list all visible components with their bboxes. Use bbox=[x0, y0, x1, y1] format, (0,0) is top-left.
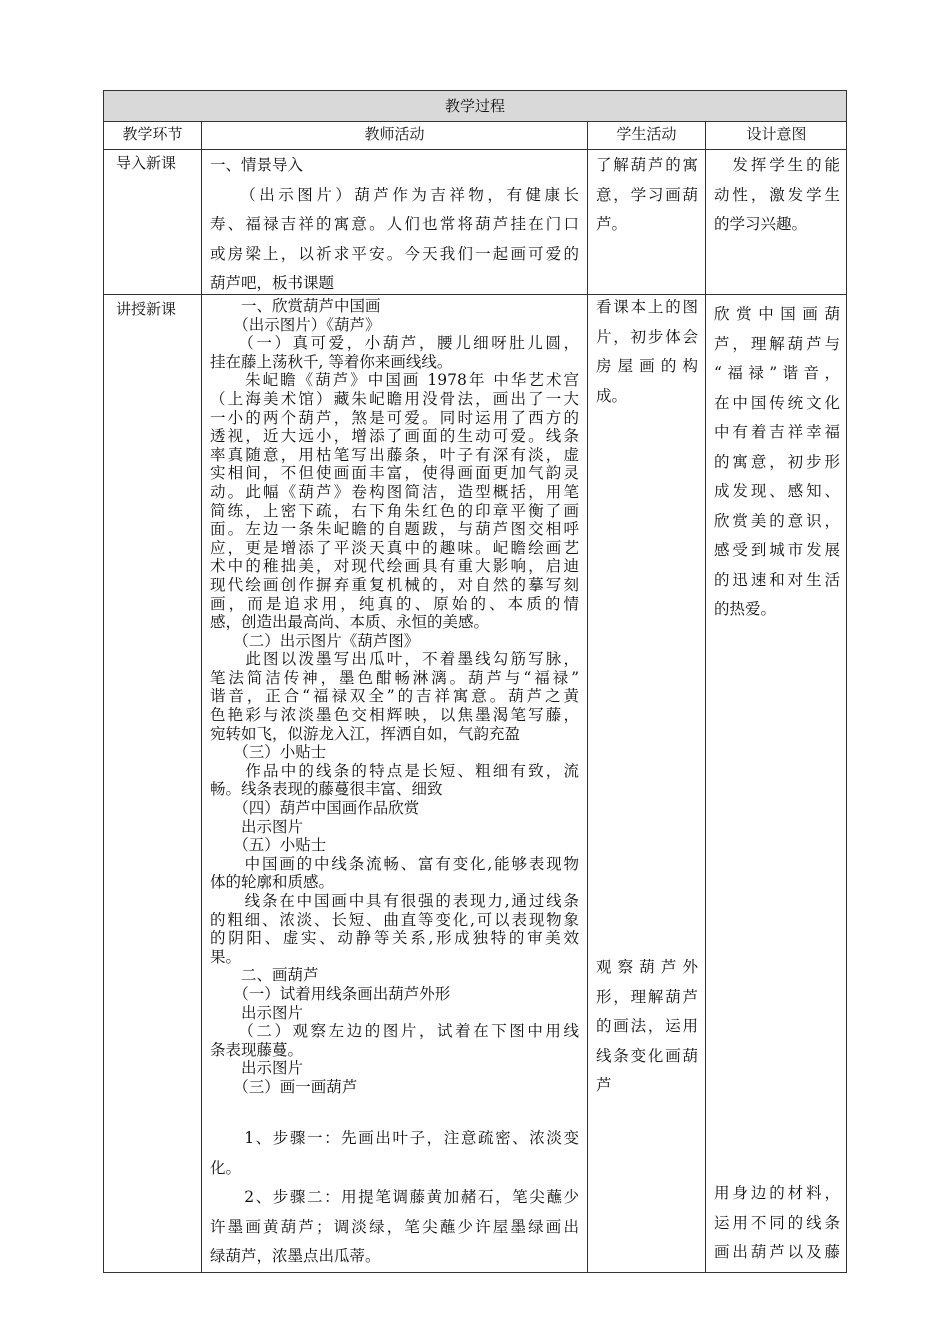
paragraph bbox=[210, 1059, 579, 1078]
text-line: 看课本上的图 bbox=[596, 298, 698, 316]
text-line: 笔法简洁传神，墨色酣畅淋漓。葫芦与“福禄” bbox=[210, 668, 579, 687]
text-line: 化。 bbox=[210, 1158, 242, 1177]
text-line: 的热爱。 bbox=[714, 600, 777, 618]
text-line: 现代绘画创作摒弃重复机械的，对自然的摹写刻 bbox=[210, 575, 579, 594]
text-line: 在中国传统文化 bbox=[714, 393, 840, 412]
text-line: 运用不同的线条 bbox=[714, 1213, 840, 1232]
text-line: 一小的两个葫芦，煞是可爱。同时运用了西方的 bbox=[210, 408, 579, 427]
paragraph bbox=[210, 371, 579, 631]
stage-label: 导入新课 bbox=[116, 154, 177, 172]
text-line: 的阴阳、虚实、动静等关系,形成独特的审美效 bbox=[210, 929, 579, 948]
text-line: 朱屺瞻《葫芦》中国画 1978年 中华艺术宫 bbox=[210, 371, 579, 390]
text-line: 了解葫芦的寓 bbox=[596, 156, 698, 174]
text-line: 面。左边一条朱屺瞻的自题跋，与葫芦图交相呼 bbox=[210, 520, 579, 539]
text-line: 片，初步体会 bbox=[596, 327, 698, 346]
header-stage: 教学环节 bbox=[122, 125, 183, 143]
paragraph bbox=[210, 1004, 579, 1023]
text-line: 二、画葫芦 bbox=[210, 966, 319, 985]
text-line: （三）小贴士 bbox=[210, 743, 327, 762]
header-teacher: 教师活动 bbox=[364, 125, 425, 143]
text-line: （三）画一画葫芦 bbox=[210, 1077, 358, 1096]
text-line: 率真随意，用枯笔写出藤条，叶子有深有淡，虚 bbox=[210, 445, 579, 464]
text-line: 的粗细、浓淡、长短、曲直等变化,可以表现物象 bbox=[210, 910, 579, 929]
text-line: 感受到城市发展 bbox=[714, 541, 840, 559]
paragraph bbox=[210, 966, 579, 985]
text-line: 用身边的材料， bbox=[714, 1184, 840, 1202]
text-line: （出示图片）《葫芦》 bbox=[210, 315, 381, 334]
text-line: 1、步骤一：先画出叶子，注意疏密、浓淡变 bbox=[210, 1129, 579, 1147]
text-line: 出示图片 bbox=[210, 1059, 304, 1078]
design-intent bbox=[714, 1179, 840, 1268]
text-line: 欣赏美的意识， bbox=[714, 511, 840, 530]
text-line: 画，而是追求用，纯真的、原始的、本质的情 bbox=[210, 594, 579, 613]
text-line: 应，更是增添了平淡天真中的趣味。屺瞻绘画艺 bbox=[210, 538, 579, 557]
text-line: 出示图片 bbox=[210, 1003, 304, 1022]
text-line: （二）观察左边的图片，试着在下图中用线 bbox=[210, 1022, 579, 1041]
text-line: 形，理解葫芦 bbox=[596, 987, 698, 1006]
divider bbox=[104, 149, 846, 150]
text-line: （上海美术馆）藏朱屺瞻用没骨法，画出了一大 bbox=[210, 389, 579, 408]
text-line: 的迅速和对生活 bbox=[714, 570, 840, 589]
paragraph bbox=[210, 985, 579, 1004]
teacher-activity bbox=[210, 297, 579, 1097]
text-line: 芦。 bbox=[596, 215, 628, 233]
paragraph bbox=[210, 799, 579, 818]
text-line: 房屋画的构 bbox=[596, 357, 698, 375]
paragraph bbox=[210, 1183, 579, 1272]
text-line: 葫芦吧，板书课题 bbox=[210, 274, 335, 292]
text-line: 2、步骤二：用提笔调藤黄加赭石，笔尖蘸少 bbox=[210, 1188, 579, 1206]
text-line: 此图以泼墨写出瓜叶，不着墨线勾筋写脉， bbox=[210, 650, 579, 669]
text-line: （一）真可爱，小葫芦，腰儿细呀肚儿圆， bbox=[210, 334, 579, 353]
text-line: （四）葫芦中国画作品欣赏 bbox=[210, 799, 420, 818]
text-line: 线条变化画葫 bbox=[596, 1046, 698, 1065]
text-line: 的寓意，初步形 bbox=[714, 452, 840, 471]
text-line: （二）出示图片《葫芦图》 bbox=[210, 631, 420, 650]
text-line: 体的轮廓和质感。 bbox=[210, 873, 335, 892]
text-line: 透视，近大远小，增添了画面的生动可爱。线条 bbox=[210, 427, 579, 446]
text-line: 成发现、感知、 bbox=[714, 482, 840, 500]
paragraph bbox=[210, 818, 579, 837]
text-line: 的画法，运用 bbox=[596, 1017, 698, 1035]
text-line: 一、情景导入 bbox=[210, 156, 304, 174]
text-line: 感，创造出最高尚、本质、永恒的美感。 bbox=[210, 613, 490, 632]
text-line: 线条在中国画中具有很强的表现力,通过线条 bbox=[210, 892, 579, 910]
student-activity bbox=[596, 953, 698, 1101]
paragraph bbox=[210, 334, 579, 371]
text-line: 谐音，正合“福禄双全”的吉祥寓意。葫芦之黄 bbox=[210, 687, 579, 706]
student-activity bbox=[596, 151, 698, 240]
text-line: 术中的稚拙美，对现代绘画具有重大影响，启迪 bbox=[210, 557, 579, 576]
student-activity bbox=[596, 293, 698, 411]
teaching-process-table bbox=[103, 90, 847, 1273]
text-line: 挂在藤上荡秋千, 等着你来画线线。 bbox=[210, 352, 453, 371]
text-line: 或房梁上，以祈求平安。今天我们一起画可爱的 bbox=[210, 244, 579, 263]
text-line: 作品中的线条的特点是长短、粗细有致，流 bbox=[210, 761, 579, 780]
text-line: （五）小贴士 bbox=[210, 836, 327, 855]
text-line: 画出葫芦以及藤 bbox=[714, 1243, 840, 1261]
text-line: 宛转如飞，似游龙入江，挥洒自如，气韵充盈 bbox=[210, 724, 521, 743]
text-line: 中国画的中线条流畅、富有变化,能够表现物 bbox=[210, 854, 579, 873]
text-line: 绿葫芦，浓墨点出瓜蒂。 bbox=[210, 1247, 381, 1265]
text-line: 色艳彩与浓淡墨色交相辉映，以焦墨渴笔写藤， bbox=[210, 706, 579, 725]
table-title: 教学过程 bbox=[104, 91, 846, 121]
header-student: 学生活动 bbox=[616, 125, 677, 143]
text-line: （一）试着用线条画出葫芦外形 bbox=[210, 984, 451, 1003]
text-line: 实相间，不但使画面丰富，使得画面更加气韵灵 bbox=[210, 464, 579, 483]
text-line: 出示图片 bbox=[210, 817, 304, 836]
divider bbox=[587, 121, 588, 1272]
paragraph bbox=[210, 1124, 579, 1183]
paragraph bbox=[210, 1078, 579, 1097]
text-line: （出示图片）葫芦作为吉祥物，有健康长 bbox=[210, 185, 579, 204]
text-line: 许墨画黄葫芦；调淡绿，笔尖蘸少许屋墨绿画出 bbox=[210, 1217, 579, 1236]
paragraph bbox=[210, 855, 579, 892]
text-line: 观察葫芦外 bbox=[596, 958, 698, 976]
paragraph bbox=[210, 151, 579, 181]
text-line: 成。 bbox=[596, 386, 628, 405]
paragraph bbox=[210, 632, 579, 651]
paragraph bbox=[210, 650, 579, 743]
text-line: 芦，理解葫芦与 bbox=[714, 334, 840, 353]
paragraph bbox=[210, 836, 579, 855]
stage-label: 讲授新课 bbox=[116, 300, 177, 318]
divider bbox=[705, 121, 706, 1272]
paragraph bbox=[210, 892, 579, 966]
text-line: 畅。线条表现的藤蔓很丰富、细致 bbox=[210, 780, 443, 799]
text-line: 中有着吉祥幸福 bbox=[714, 423, 840, 441]
paragraph bbox=[210, 1022, 579, 1059]
text-line: 的学习兴趣。 bbox=[714, 215, 808, 233]
text-line: 寿、福禄吉祥的寓意。人们也常将葫芦挂在门口 bbox=[210, 215, 579, 233]
divider bbox=[201, 121, 202, 1272]
design-intent bbox=[714, 300, 840, 625]
paragraph bbox=[210, 316, 579, 335]
text-line: 意，学习画葫 bbox=[596, 185, 698, 204]
paragraph bbox=[210, 743, 579, 762]
teacher-activity-steps bbox=[210, 1124, 579, 1272]
paragraph bbox=[210, 762, 579, 799]
text-line: “福禄”谐音， bbox=[714, 364, 840, 382]
teacher-activity bbox=[210, 151, 579, 299]
text-line: 欣赏中国画葫 bbox=[714, 305, 840, 323]
paragraph bbox=[210, 297, 579, 316]
text-line: 一、欣赏葫芦中国画 bbox=[210, 297, 381, 315]
text-line: 动性，激发学生 bbox=[714, 185, 840, 204]
text-line: 发挥学生的能 bbox=[714, 156, 840, 174]
text-line: 简练，上密下疏，右下角朱红色的印章平衡了画 bbox=[210, 501, 579, 520]
text-line: 条表现藤蔓。 bbox=[210, 1040, 304, 1059]
header-design: 设计意图 bbox=[746, 125, 807, 143]
text-line: 果。 bbox=[210, 947, 242, 966]
design-intent bbox=[714, 151, 840, 240]
paragraph bbox=[210, 181, 579, 299]
text-line: 动。此幅《葫芦》卷构图简洁，造型概括，用笔 bbox=[210, 482, 579, 501]
text-line: 芦 bbox=[596, 1076, 612, 1094]
